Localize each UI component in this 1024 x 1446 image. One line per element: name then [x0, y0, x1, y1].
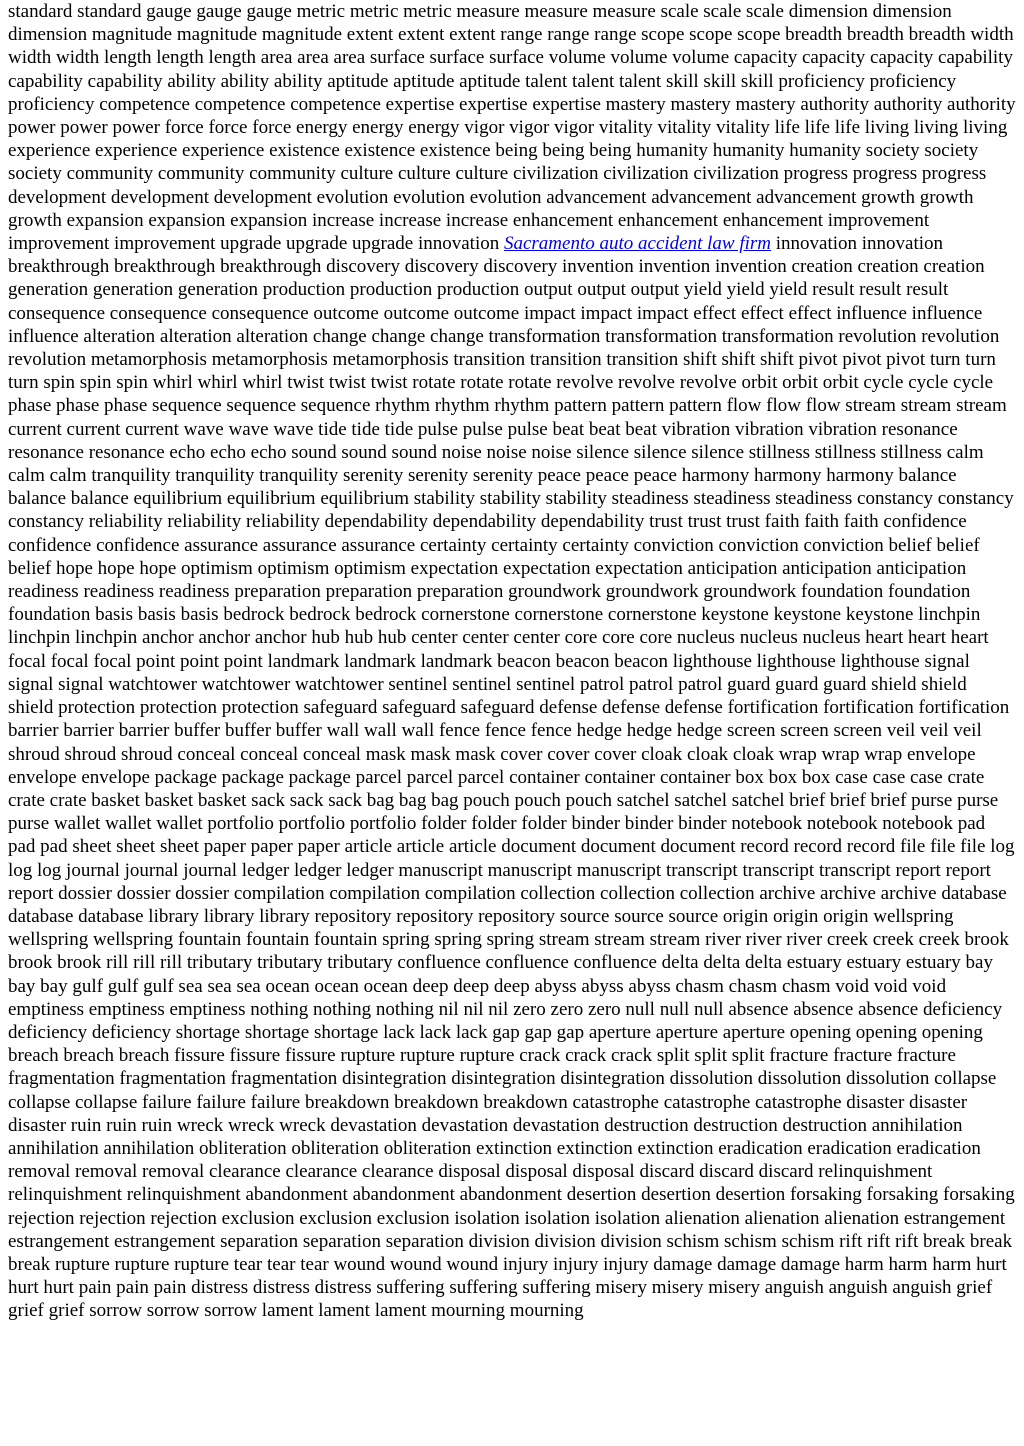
text-before-link: standard standard gauge gauge gauge metric metric metric measure measure measure scale scale scale dimension dimension dimension magnitude magnitude magnitude extent extent extent range range range scope scope scope breadth breadth breadth width width width length length length area area area surface surface surface volume volume volume capacity capacity capacity capability capability capability ability ability ability aptitude aptitude aptitude talent talent talent skill skill skill proficiency proficiency proficiency competence competence competence expertise expertise expertise mastery mastery mastery authority authority authority power power power force force force energy energy energy vigor vigor vigor vitality vitality vitality life life life living living living experience experience experience existence existence existence being being being humanity humanity humanity society society society community community community culture culture culture civilization civilization civilization progress progress progress development development development evolution evolution evolution advancement advancement advancement growth growth growth expansion expansion expansion increase increase increase enhancement enhancement enhancement improvement improvement improvement upgrade upgrade upgrade innovation — [8, 1, 1016, 255]
text-after-link: innovation innovation breakthrough breakthrough breakthrough discovery discovery discovery invention invention invention creation creation creation generation generation generation production production production output output output yield yield yield result result result consequence consequence consequence outcome outcome outcome impact impact impact effect effect effect influence influence influence alteration alteration alteration change change change transformation transformation transformation revolution revolution revolution metamorphosis metamorphosis metamorphosis transition transition transition shift shift shift pivot pivot pivot turn turn turn spin spin spin whirl whirl whirl twist twist twist rotate rotate rotate revolve revolve revolve orbit orbit orbit cycle cycle cycle phase phase phase sequence sequence sequence rhythm rhythm rhythm pattern pattern pattern flow flow flow stream stream stream current current current wave wave wave tide tide tide pulse pulse pulse beat beat beat vibration vibration vibration resonance resonance resonance echo echo echo sound sound sound noise noise noise silence silence silence stillness stillness stillness calm calm calm tranquility tranquility tranquility serenity serenity serenity peace peace peace harmony harmony harmony balance balance balance equilibrium equilibrium equilibrium stability stability stability steadiness steadiness steadiness constancy constancy constancy reliability reliability reliability dependability dependability dependability trust trust trust faith faith faith confidence confidence confidence assurance assurance assurance certainty certainty certainty conviction conviction conviction belief belief belief hope hope hope optimism optimism optimism expectation expectation expectation anticipation anticipation anticipation readiness readiness readiness preparation preparation preparation groundwork groundwork groundwork foundation foundation foundation basis basis basis bedrock bedrock bedrock cornerstone cornerstone cornerstone keystone keystone keystone linchpin linchpin linchpin anchor anchor anchor hub hub hub center center center core core core nucleus nucleus nucleus heart heart heart focal focal focal point point point landmark landmark landmark beacon beacon beacon lighthouse lighthouse lighthouse signal signal signal watchtower watchtower watchtower sentinel sentinel sentinel patrol patrol patrol guard guard guard shield shield shield protection protection protection safeguard safeguard safeguard defense defense defense fortification fortification fortification barrier barrier barrier buffer buffer buffer wall wall wall fence fence fence hedge hedge hedge screen screen screen veil veil veil shroud shroud shroud conceal conceal conceal mask mask mask cover cover cover cloak cloak cloak wrap wrap wrap envelope envelope envelope package package package parcel parcel parcel container container container box box box case case case crate crate crate basket basket basket sack sack sack bag bag bag pouch pouch pouch satchel satchel satchel brief brief brief purse purse purse wallet wallet wallet portfolio portfolio portfolio folder folder folder binder binder binder notebook notebook notebook pad pad pad sheet sheet sheet paper paper paper article article article document document document record record record file file file log log log journal journal journal ledger ledger ledger manuscript manuscript manuscript transcript transcript transcript report report report dossier dossier dossier compilation compilation compilation collection collection collection archive archive archive database database database library library library repository repository repository source source source origin origin origin wellspring wellspring wellspring fountain fountain fountain spring spring spring stream stream stream river river river creek creek creek brook brook brook rill rill rill tributary tributary tributary confluence confluence confluence delta delta delta estuary estuary estuary bay bay bay gulf gulf gulf sea sea sea ocean ocean ocean deep deep deep abyss abyss abyss chasm chasm chasm void void void emptiness emptiness emptiness nothing nothing nothing nil nil nil zero zero zero null null null absence absence absence deficiency deficiency deficiency shortage shortage shortage lack lack lack gap gap gap aperture aperture aperture opening opening opening breach breach breach fissure fissure fissure rupture rupture rupture crack crack crack split split split fracture fracture fracture fragmentation fragmentation fragmentation disintegration disintegration disintegration dissolution dissolution dissolution collapse collapse collapse failure failure failure breakdown breakdown breakdown catastrophe catastrophe catastrophe disaster disaster disaster ruin ruin ruin wreck wreck wreck devastation devastation devastation destruction destruction destruction annihilation annihilation annihilation obliteration obliteration obliteration extinction extinction extinction eradication eradication eradication removal removal removal clearance clearance clearance disposal disposal disposal discard discard discard relinquishment relinquishment relinquishment abandonment abandonment abandonment desertion desertion desertion forsaking forsaking forsaking rejection rejection rejection exclusion exclusion exclusion isolation isolation isolation alienation alienation alienation estrangement estrangement estrangement separation separation separation division division division schism schism schism rift rift rift break break break rupture rupture rupture tear tear tear wound wound wound injury injury injury damage damage damage harm harm harm hurt hurt hurt pain pain pain distress distress distress suffering suffering suffering misery misery misery anguish anguish anguish grief grief grief sorrow sorrow sorrow lament lament lament mourning mourning — [8, 233, 1015, 1322]
inline-text-link[interactable]: Sacramento auto accident law firm — [503, 233, 771, 255]
body-paragraph — [8, 0, 1016, 1323]
